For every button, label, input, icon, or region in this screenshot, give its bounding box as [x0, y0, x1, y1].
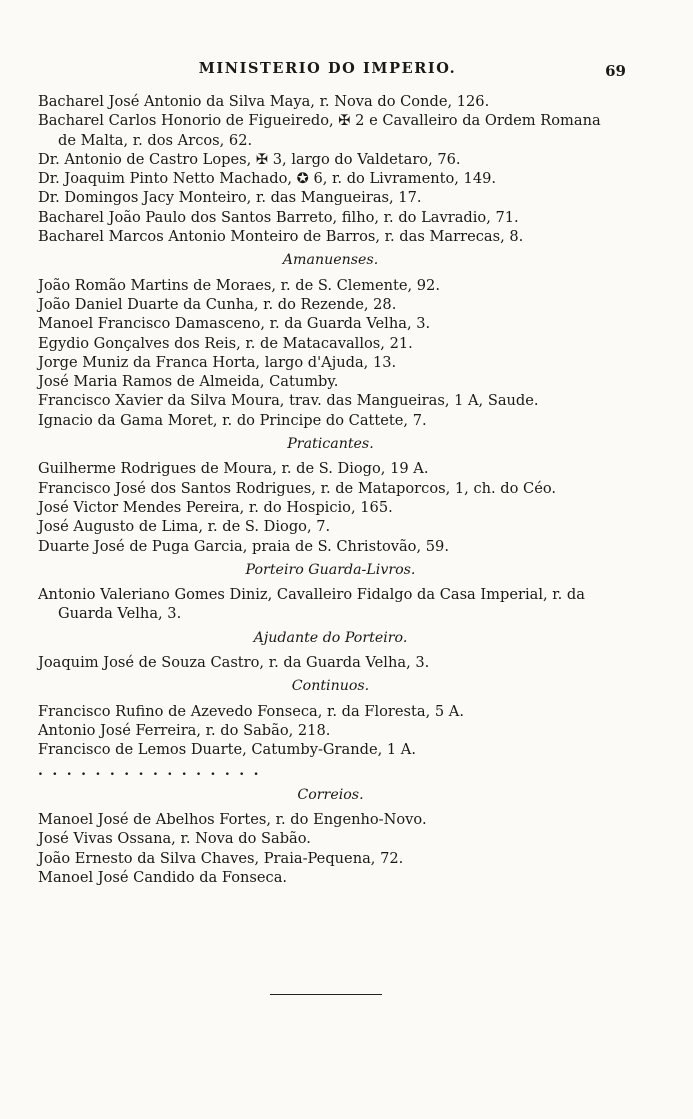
list-item: Ignacio da Gama Moret, r. do Principe do Cattete, 7. — [38, 411, 427, 429]
list-item: João Romão Martins de Moraes, r. de S. Clemente, 92. — [38, 276, 440, 294]
page-number: 69 — [605, 62, 626, 80]
section-title: Amanuenses. — [282, 252, 379, 269]
list-item: Manoel José de Abelhos Fortes, r. do Engenho-Novo. — [38, 811, 427, 829]
running-header: MINISTERIO DO IMPERIO. — [198, 60, 457, 77]
list-item: João Ernesto da Silva Chaves, Praia-Pequena, 72. — [38, 849, 404, 867]
list-item: Manoel José Candido da Fonseca. — [38, 868, 288, 886]
section-title: Porteiro Guarda-Livros. — [245, 561, 416, 578]
list-item: José Maria Ramos de Almeida, Catumby. — [38, 373, 339, 391]
list-item: José Augusto de Lima, r. de S. Diogo, 7. — [38, 518, 331, 536]
list-item: Bacharel João Paulo dos Santos Barreto, filho, r. do Lavradio, 71. — [38, 208, 519, 226]
section-title: Ajudante do Porteiro. — [253, 629, 408, 646]
list-item: José Victor Mendes Pereira, r. do Hospicio, 165. — [38, 498, 393, 516]
list-item: Duarte José de Puga Garcia, praia de S. Christovão, 59. — [38, 537, 449, 555]
list-item: Bacharel José Antonio da Silva Maya, r. Nova do Conde, 126. — [38, 93, 490, 110]
list-item: Egydio Gonçalves dos Reis, r. de Matacavallos, 21. — [38, 334, 413, 352]
section-correios — [38, 786, 623, 887]
list-item: Dr. Antonio de Castro Lopes, ✠ 3, largo do Valdetaro, 76. — [38, 150, 461, 168]
list-item: Bacharel Carlos Honorio de Figueiredo, ✠ 2 e Cavalleiro da Ordem Romana de Malta, r. dos Arcos, 62. — [38, 112, 601, 149]
list-item: Manoel Francisco Damasceno, r. da Guarda Velha, 3. — [38, 315, 431, 333]
list-item: Dr. Domingos Jacy Monteiro, r. das Mangueiras, 17. — [38, 189, 422, 207]
section-continuos — [38, 677, 623, 780]
list-item: Guilherme Rodrigues de Moura, r. de S. Diogo, 19 A. — [38, 460, 429, 478]
list-item: Joaquim José de Souza Castro, r. da Guarda Velha, 3. — [38, 654, 430, 672]
list-item: Francisco José dos Santos Rodrigues, r. de Mataporcos, 1, ch. do Céo. — [38, 479, 557, 497]
closing-rule — [270, 994, 382, 995]
list-item: João Daniel Duarte da Cunha, r. do Rezende, 28. — [38, 295, 397, 313]
section-amanuenses — [38, 251, 623, 430]
list-item: Francisco de Lemos Duarte, Catumby-Grande, 1 A. — [38, 741, 416, 759]
list-item: Dr. Joaquim Pinto Netto Machado, ✪ 6, r. do Livramento, 149. — [38, 170, 497, 188]
list-item: Bacharel Marcos Antonio Monteiro de Barros, r. das Marrecas, 8. — [38, 228, 524, 246]
list-item: Francisco Rufino de Azevedo Fonseca, r. da Floresta, 5 A. — [38, 702, 464, 720]
list-item: Jorge Muniz da Franca Horta, largo d'Ajuda, 13. — [38, 353, 397, 371]
list-item: Antonio Valeriano Gomes Diniz, Cavalleiro Fidalgo da Casa Imperial, r. da Guarda Velha, 3. — [38, 586, 585, 623]
intro-list — [38, 92, 623, 246]
list-item: Francisco Xavier da Silva Moura, trav. das Mangueiras, 1 A, Saude. — [38, 392, 539, 410]
section-title: Praticantes. — [287, 436, 374, 453]
page-body — [38, 92, 623, 887]
section-title: Continuos. — [291, 678, 370, 695]
list-item: Antonio José Ferreira, r. do Sabão, 218. — [38, 721, 331, 739]
section-porteiro — [38, 561, 623, 624]
dotted-leader: ................ — [38, 762, 268, 779]
section-title: Correios. — [297, 786, 364, 803]
list-item: José Vivas Ossana, r. Nova do Sabão. — [38, 830, 311, 848]
section-praticantes — [38, 435, 623, 556]
section-ajudante — [38, 629, 623, 673]
